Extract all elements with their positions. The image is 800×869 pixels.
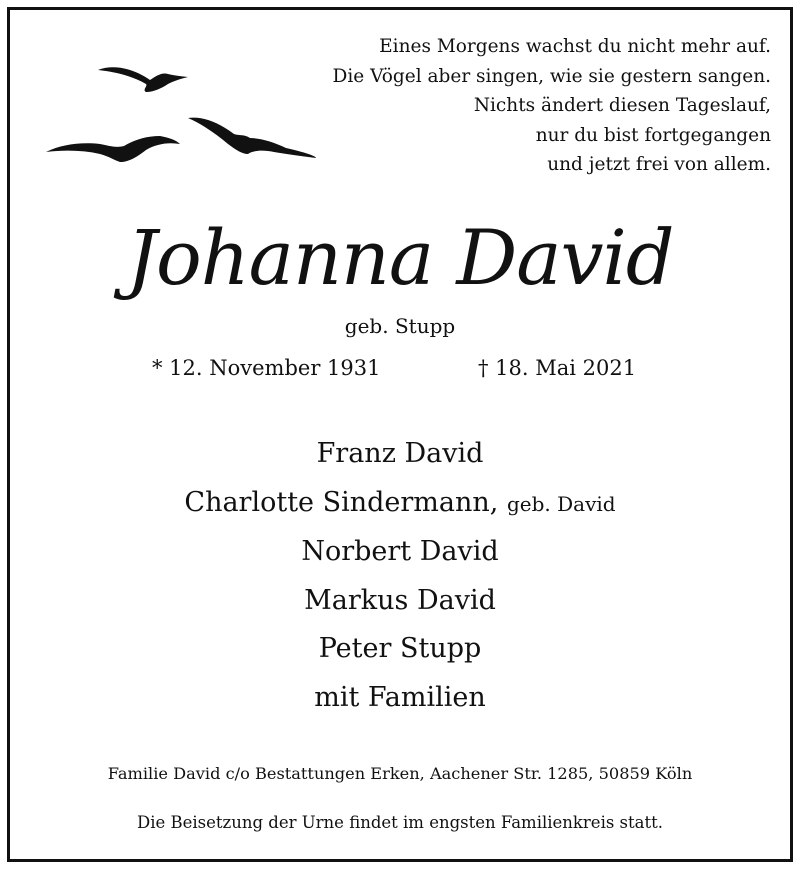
poem-line: und jetzt frei von allem. <box>547 154 771 175</box>
mourner-birth-name: geb. David <box>506 491 616 516</box>
burial-note: Die Beisetzung der Urne findet im engsten Familienkreis statt. <box>137 813 663 832</box>
poem-line: nur du bist fortgegangen <box>535 124 771 146</box>
mourners-list <box>0 430 800 723</box>
mourner-name: Markus David <box>304 584 496 616</box>
mourner <box>0 430 800 479</box>
poem-line: Nichts ändert diesen Tageslauf, <box>473 95 771 116</box>
mourner <box>0 625 800 674</box>
death-date: † 18. Mai 2021 <box>478 356 637 380</box>
poem <box>271 32 771 180</box>
mourner <box>0 577 800 626</box>
mourner <box>0 479 800 529</box>
birth-date: * 12. November 1931 <box>152 356 381 380</box>
poem-line: Die Vögel aber singen, wie sie gestern sangen. <box>332 65 771 87</box>
mourner-name: Charlotte Sindermann, <box>184 486 499 518</box>
mourner-name: Franz David <box>316 438 484 469</box>
mourner-name: Peter Stupp <box>318 633 482 665</box>
poem-line: Eines Morgens wachst du nicht mehr auf. <box>379 36 771 57</box>
mourner-name: Norbert David <box>301 536 499 568</box>
bird-icon <box>98 67 188 92</box>
contact-address: Familie David c/o Bestattungen Erken, Aachener Str. 1285, 50859 Köln <box>107 764 693 783</box>
mourner <box>0 528 800 577</box>
birth-name: geb. Stupp <box>344 314 456 338</box>
mourner-name: mit Familien <box>314 681 486 713</box>
deceased-name: Johanna David <box>126 213 674 302</box>
mourner <box>0 674 800 723</box>
bird-icon <box>46 136 180 162</box>
